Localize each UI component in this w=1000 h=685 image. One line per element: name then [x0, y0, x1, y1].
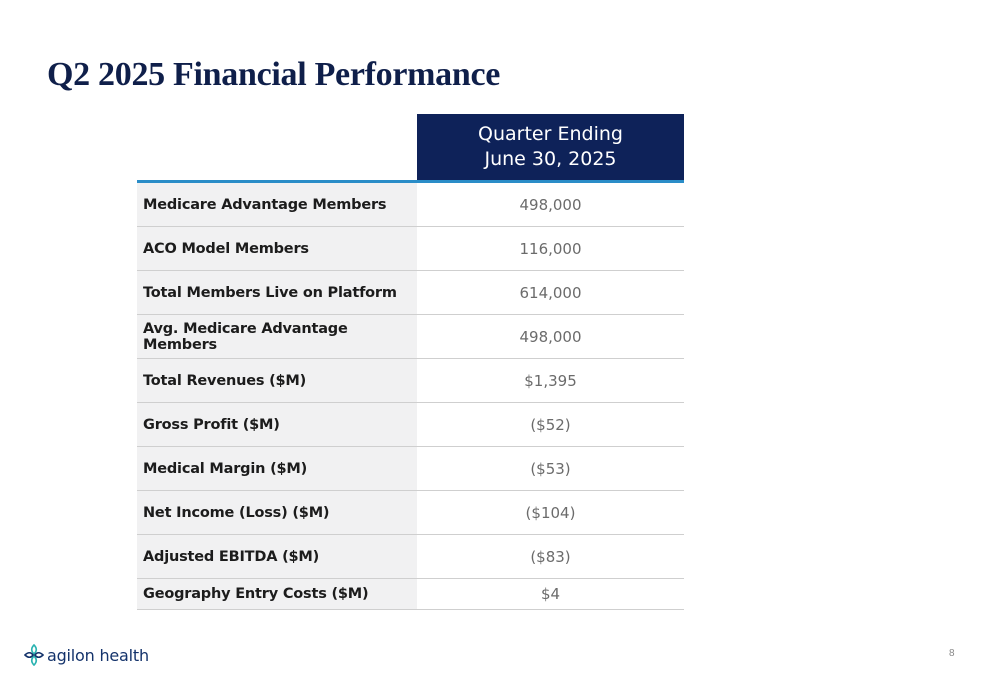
row-label: ACO Model Members	[137, 227, 417, 270]
table-row	[137, 271, 684, 315]
table-row	[137, 579, 684, 610]
table-row	[137, 535, 684, 579]
row-label: Geography Entry Costs ($M)	[137, 579, 417, 609]
table-row	[137, 403, 684, 447]
table-row	[137, 227, 684, 271]
row-label: Net Income (Loss) ($M)	[137, 491, 417, 534]
row-value: $1,395	[524, 371, 577, 390]
column-header-line1: Quarter Ending	[478, 123, 623, 145]
table-row	[137, 359, 684, 403]
agilon-health-logo	[24, 644, 149, 666]
row-value: ($52)	[530, 415, 571, 434]
page-number: 8	[949, 648, 955, 659]
financial-table	[137, 114, 684, 610]
row-value: 498,000	[519, 195, 582, 214]
row-label: Total Revenues ($M)	[137, 359, 417, 402]
row-value: ($83)	[530, 547, 571, 566]
row-label: Avg. Medicare Advantage Members	[137, 315, 417, 358]
table-row	[137, 447, 684, 491]
column-header	[417, 114, 684, 180]
header-spacer	[137, 114, 417, 180]
row-value: ($53)	[530, 459, 571, 478]
row-label: Medicare Advantage Members	[137, 183, 417, 226]
logo-text: agilon health	[47, 645, 149, 665]
page-title: Q2 2025 Financial Performance	[47, 56, 501, 93]
row-value: 116,000	[519, 239, 582, 258]
agilon-logo-icon	[24, 644, 44, 666]
row-value: 614,000	[519, 283, 582, 302]
table-row	[137, 183, 684, 227]
table-header-row	[137, 114, 684, 180]
row-label: Gross Profit ($M)	[137, 403, 417, 446]
row-value: 498,000	[519, 327, 582, 346]
column-header-line2: June 30, 2025	[484, 148, 617, 170]
table-row	[137, 491, 684, 535]
row-value: $4	[540, 585, 561, 603]
row-label: Adjusted EBITDA ($M)	[137, 535, 417, 578]
row-label: Total Members Live on Platform	[137, 271, 417, 314]
row-label: Medical Margin ($M)	[137, 447, 417, 490]
table-row	[137, 315, 684, 359]
row-value: ($104)	[525, 503, 576, 522]
